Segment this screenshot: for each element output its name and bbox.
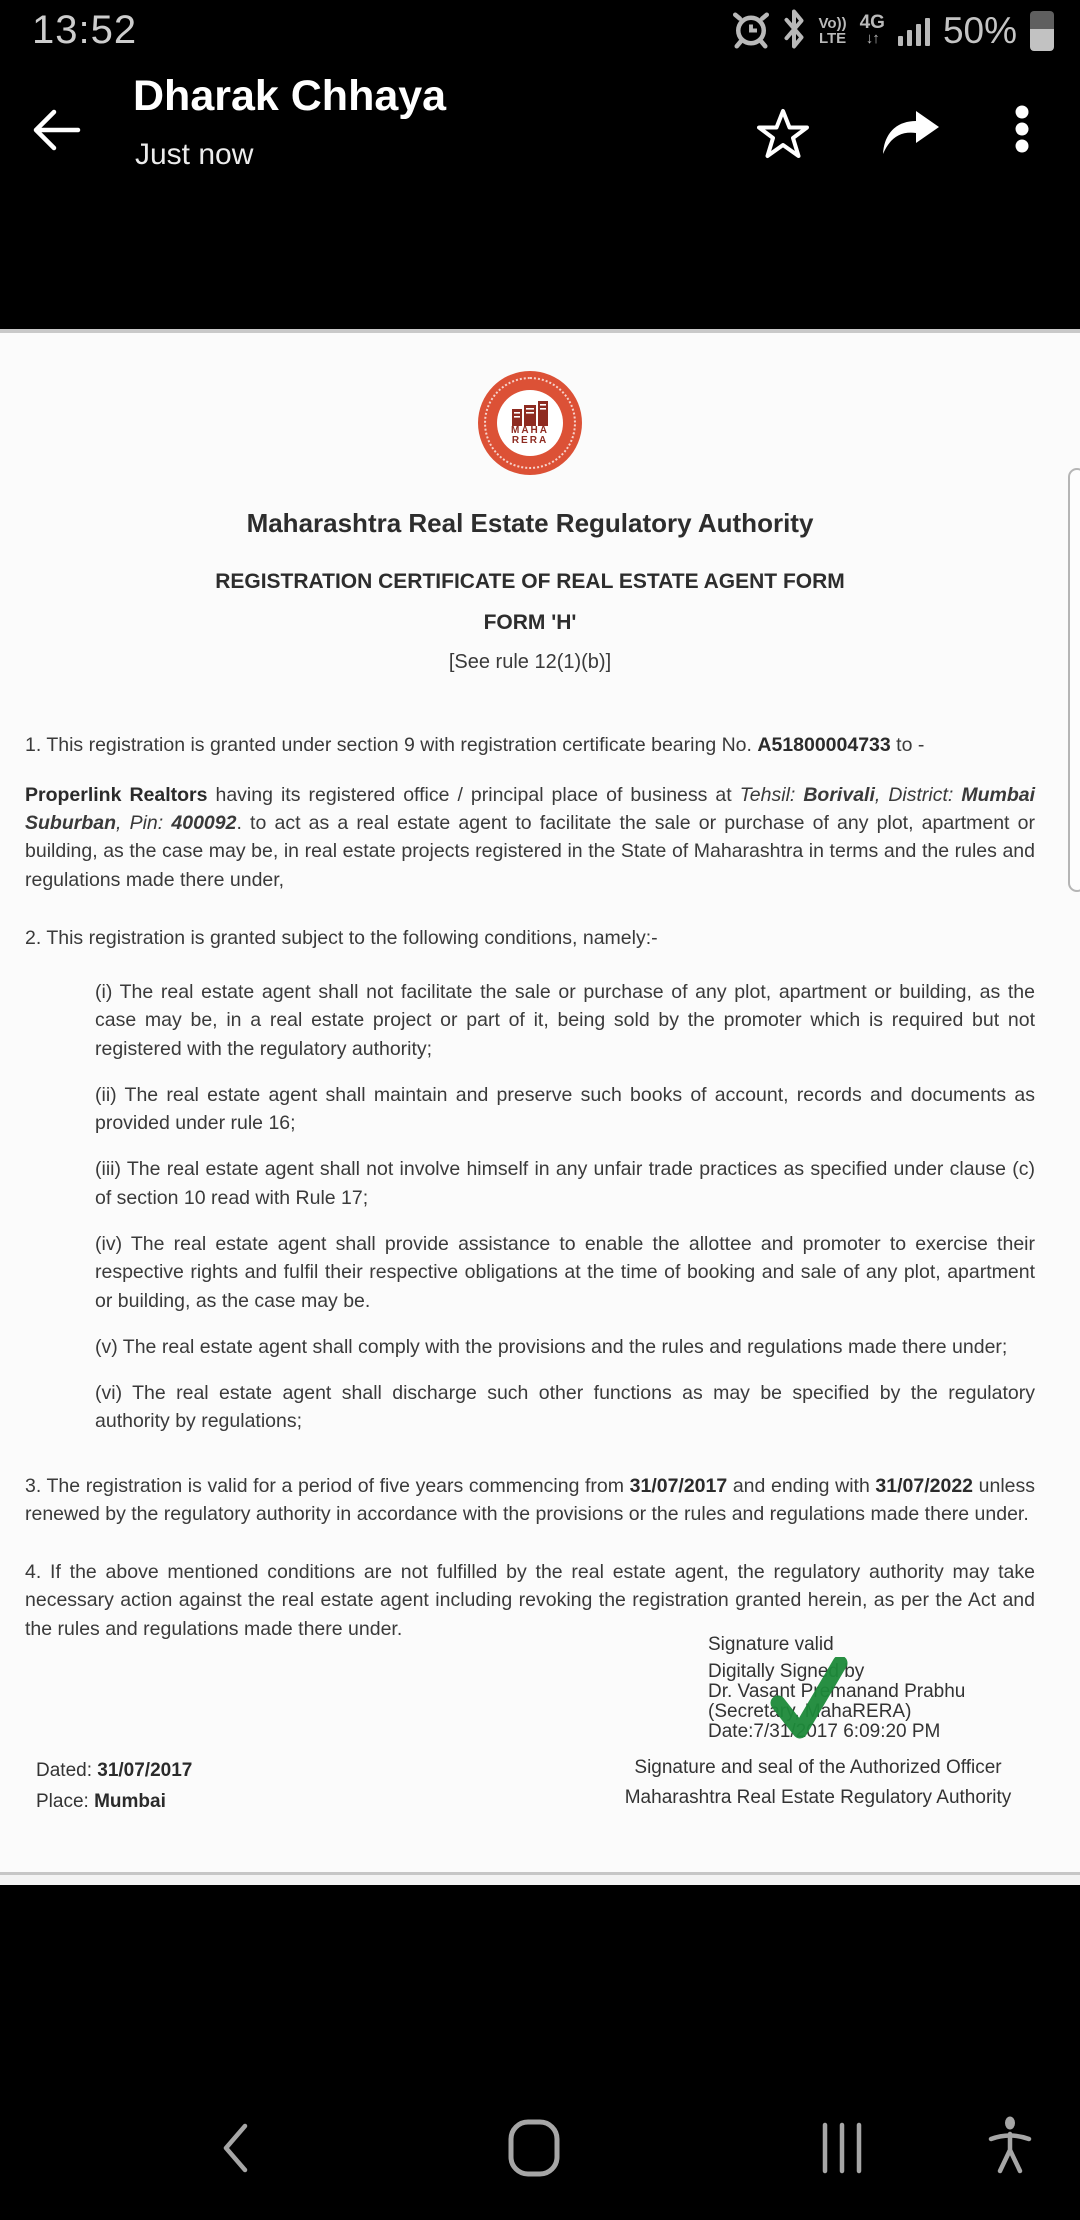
page-title: Dharak Chhaya (133, 72, 447, 120)
condition-item: (ii) The real estate agent shall maintain and preserve such books of account, records and documents as provided under rule 16; (95, 1083, 1035, 1135)
star-icon[interactable] (757, 108, 809, 165)
place-line: Place: Mumbai (36, 1791, 166, 1812)
paragraph-revocation: 4. If the above mentioned conditions are not fulfilled by the real estate agent, the regulatory authority may take necessary action against the real estate agent including revoking the registration granted herein, as per the Act and the rules and regulations made there under. (25, 1561, 1035, 1640)
signature-check-icon (770, 1657, 848, 1744)
signer-designation: (Secretary, MahaRERA) (708, 1701, 912, 1722)
signature-valid-text: Signature valid (708, 1634, 834, 1655)
condition-item: (v) The real estate agent shall comply with the provisions and the rules and regulations made there under; (95, 1335, 1008, 1358)
nav-back-icon[interactable] (219, 2121, 251, 2180)
tehsil-value: Borivali (803, 783, 875, 806)
signal-strength-icon (898, 16, 930, 46)
paragraph-validity: 3. The registration is valid for a period of five years commencing from 31/07/2017 and ending with 31/07/2022 unless renewed by the regulatory authority in accordance with the provisions or the rules and regulations made there under. (25, 1474, 1035, 1525)
place-value: Mumbai (94, 1791, 166, 1812)
volte-indicator: Vo)) LTE (818, 15, 847, 47)
status-bar (0, 0, 1080, 62)
navigation-bar (0, 2075, 1080, 2220)
paragraph-registration: 1. This registration is granted under section 9 with registration certificate bearing No. A51800004733 to - (25, 733, 925, 756)
authorized-officer-block: Signature and seal of the Authorized Officer Maharashtra Real Estate Regulatory Authority (624, 1757, 1012, 1808)
nav-accessibility-icon[interactable] (986, 2115, 1034, 2180)
condition-item: (iii) The real estate agent shall not involve himself in any unfair trade practices as specified under clause (c) of section 10 read with Rule 17; (95, 1158, 1035, 1209)
certificate-title: REGISTRATION CERTIFICATE OF REAL ESTATE AGENT FORM (215, 569, 845, 593)
scrollbar-thumb[interactable] (1068, 468, 1080, 892)
dated-line: Dated: 31/07/2017 (36, 1760, 193, 1781)
dated-place-block (36, 1755, 192, 1817)
pin-value: 400092 (171, 812, 237, 835)
bluetooth-icon (782, 9, 806, 54)
share-icon[interactable] (880, 110, 940, 163)
signer-name: Dr. Vasant Premanand Prabhu (708, 1681, 966, 1702)
agent-name: Properlink Realtors (25, 783, 208, 806)
valid-from-date: 31/07/2017 (629, 1474, 728, 1497)
district-value: Mumbai Suburban (25, 783, 1035, 835)
maharera-logo (478, 371, 582, 475)
condition-item: (i) The real estate agent shall not facilitate the sale or purchase of any plot, apartment or building, as the case may be, in a real estate project or part of it, being sold by the promoter which is required but not registered with the regulatory authority; (95, 981, 1035, 1060)
condition-item: (iv) The real estate agent shall provide assistance to enable the allottee and promoter to exercise their respective rights and fulfil their respective obligations at the time of booking and sale of any plot, apartment or building, as the case may be. (95, 1233, 1035, 1312)
valid-to-date: 31/07/2022 (875, 1474, 974, 1497)
paragraph-agent-details: Properlink Realtors having its registered office / principal place of business at Tehsil: Borivali, District: Mumbai Suburban, Pin: 400092. to act as a real estate agent to facilitate the sale or purchase of any plot, apartment or building, as the case may be, in real estate projects registered in the State of Maharashtra in terms and the rules and regulations made there under, (25, 783, 1035, 891)
clock-time: 13:52 (32, 8, 138, 52)
condition-item: (vi) The real estate agent shall discharge such other functions as may be specified by the regulatory authority by regulations; (95, 1382, 1035, 1433)
logo-text-rera: RERA (511, 435, 549, 446)
authority-title: Maharashtra Real Estate Regulatory Authority (246, 508, 814, 538)
signature-date: Date:7/31/2017 6:09:20 PM (708, 1721, 941, 1742)
app-header (0, 62, 1080, 222)
registration-number: A51800004733 (757, 733, 891, 756)
nav-home-icon[interactable] (506, 2117, 562, 2184)
logo-text-maha: MAHA (511, 425, 549, 436)
network-4g-indicator: 4G ↓↑ (859, 12, 885, 47)
rule-reference: [See rule 12(1)(b)] (448, 650, 612, 673)
paragraph-conditions-intro: 2. This registration is granted subject to the following conditions, namely:- (25, 926, 658, 949)
nav-recents-icon[interactable] (819, 2121, 865, 2180)
battery-icon (1030, 11, 1054, 51)
buildings-emblem-icon (509, 400, 551, 426)
back-arrow-icon[interactable] (30, 108, 82, 157)
document-page[interactable] (0, 329, 1080, 1872)
timestamp-subtitle: Just now (135, 138, 254, 171)
alarm-icon (733, 9, 769, 54)
dated-value: 31/07/2017 (97, 1760, 193, 1781)
form-title: FORM 'H' (483, 611, 577, 635)
status-icons (733, 0, 1054, 62)
digital-signature-block: Signature valid Digitally Signed by Dr. Vasant Premanand Prabhu (Secretary, MahaRERA) Date:7/31/2017 6:09:20 PM (708, 1634, 966, 1742)
battery-percent: 50% (942, 10, 1017, 51)
page-bottom-edge (0, 1872, 1080, 1885)
overflow-menu-icon[interactable] (1014, 104, 1030, 171)
